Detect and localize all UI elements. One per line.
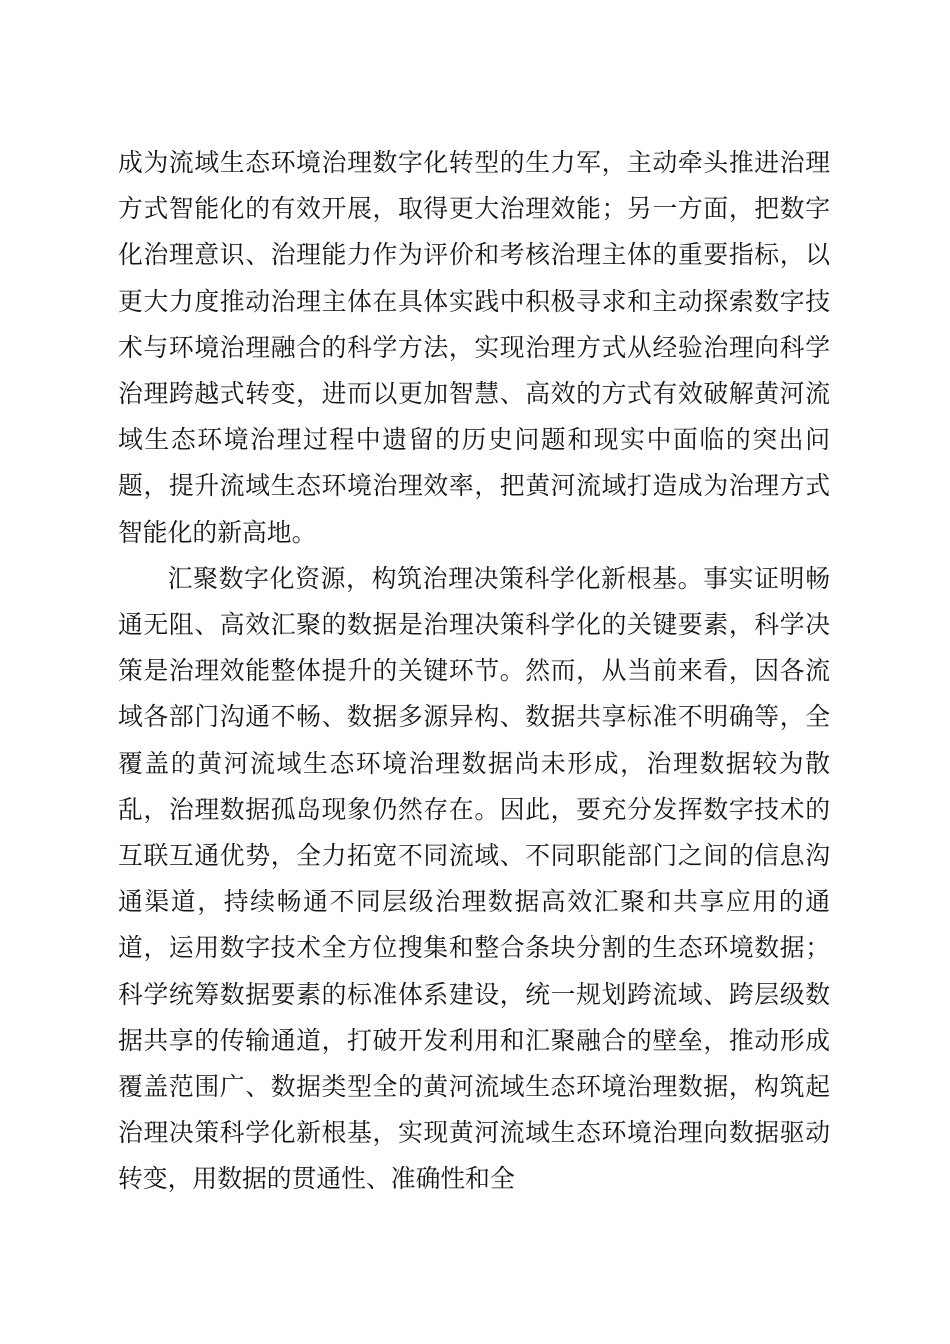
paragraph-continuation: 成为流域生态环境治理数字化转型的生力军，主动牵头推进治理方式智能化的有效开展，取得更大治理效能；另一方面，把数字化治理意识、治理能力作为评价和考核治理主体的重要指标，以更大力度推动治理主体在具体实践中积极寻求和主动探索数字技术与环境治理融合的科学方法，实现治理方式从经验治理向科学治理跨越式转变，进而以更加智慧、高效的方式有效破解黄河流域生态环境治理过程中遗留的历史问题和现实中面临的突出问题，提升流域生态环境治理效率，把黄河流域打造成为治理方式智能化的新高地。	[118, 148, 830, 547]
body-text	[118, 140, 830, 1203]
paragraph-data-resources: 汇聚数字化资源，构筑治理决策科学化新根基。事实证明畅通无阻、高效汇聚的数据是治理决策科学化的关键要素，科学决策是治理效能整体提升的关键环节。然而，从当前来看，因各流域各部门沟通不畅、数据多源异构、数据共享标准不明确等，全覆盖的黄河流域生态环境治理数据尚未形成，治理数据较为散乱，治理数据孤岛现象仍然存在。因此，要充分发挥数字技术的互联互通优势，全力拓宽不同流域、不同职能部门之间的信息沟通渠道，持续畅通不同层级治理数据高效汇聚和共享应用的通道，运用数字技术全方位搜集和整合条块分割的生态环境数据；科学统筹数据要素的标准体系建设，统一规划跨流域、跨层级数据共享的传输通道，打破开发利用和汇聚融合的壁垒，推动形成覆盖范围广、数据类型全的黄河流域生态环境治理数据，构筑起治理决策科学化新根基，实现黄河流域生态环境治理向数据驱动转变，用数据的贯通性、准确性和全	[118, 563, 830, 1194]
